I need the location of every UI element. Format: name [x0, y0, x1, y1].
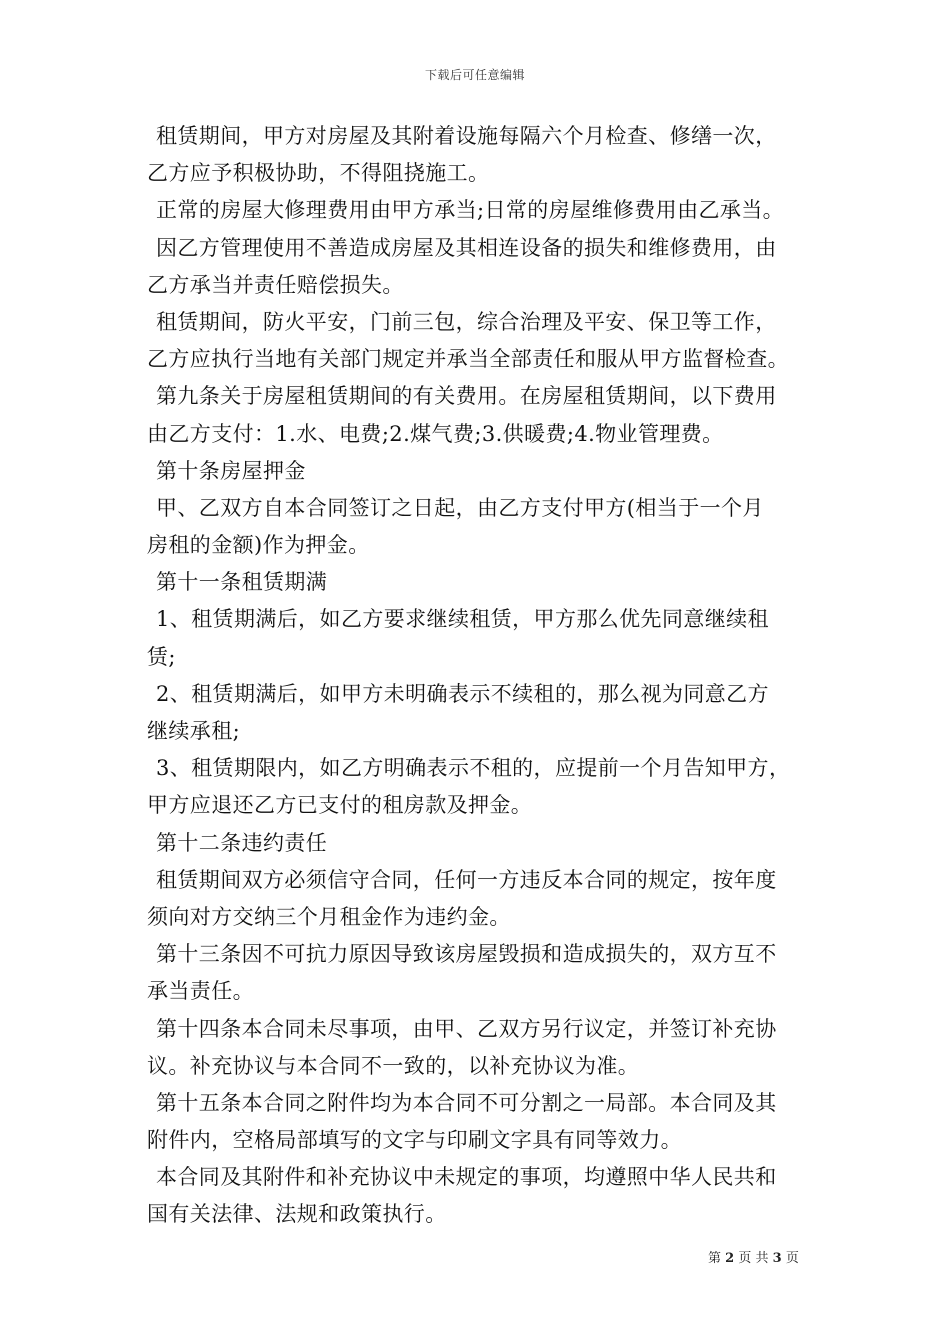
body-text: [147, 118, 812, 1234]
text-line: 继续承租;: [147, 719, 241, 743]
section-heading: 第十一条租赁期满: [156, 570, 328, 595]
text-line: 国有关法律、法规和政策执行。: [147, 1202, 447, 1227]
text-line: 1、租赁期满后，如乙方要求继续租赁，甲方那么优先同意继续租: [156, 607, 769, 632]
text-line: 租赁期间，甲方对房屋及其附着设施每隔六个月检查、修缮一次，: [156, 124, 777, 148]
text-line: 正常的房屋大修理费用由甲方承当;日常的房屋维修费用由乙承当。: [156, 198, 785, 223]
text-line: 乙方承当并责任赔偿损失。: [147, 272, 404, 297]
text-line: 赁;: [147, 644, 176, 669]
text-line: 本合同及其附件和补充协议中未规定的事项，均遵照中华人民共和: [156, 1165, 777, 1190]
text-line: 第十三条因不可抗力原因导致该房屋毁损和造成损失的，双方互不: [156, 942, 777, 967]
section-heading: 第十条房屋押金: [156, 458, 306, 483]
text-line: 议。补充协议与本合同不一致的，以补充协议为准。: [147, 1053, 640, 1078]
text-line: 第九条关于房屋租赁期间的有关费用。在房屋租赁期间，以下费用: [156, 384, 777, 409]
text-line: 因乙方管理使用不善造成房屋及其相连设备的损失和维修费用，由: [156, 235, 777, 260]
footer-suffix: 页: [785, 1251, 799, 1266]
text-line: 第十四条本合同未尽事项，由甲、乙双方另行议定，并签订补充协: [156, 1016, 777, 1041]
text-line: 租赁期间，防火平安，门前三包，综合治理及平安、保卫等工作，: [156, 309, 777, 334]
total-pages-number: 3: [772, 1251, 782, 1266]
footer-prefix: 第: [708, 1251, 722, 1266]
text-line: 3、租赁期限内，如乙方明确表示不租的，应提前一个月告知甲方，: [156, 756, 791, 781]
section-heading: 第十二条违约责任: [156, 830, 328, 855]
text-line: 须向对方交纳三个月租金作为违约金。: [147, 904, 511, 929]
text-line: 第十五条本合同之附件均为本合同不可分割之一局部。本合同及其: [156, 1090, 777, 1115]
text-line: 房租的金额)作为押金。: [147, 533, 370, 558]
text-line: 甲、乙双方自本合同签订之日起，由乙方支付甲方(相当于一个月: [156, 495, 764, 520]
page-number-footer: [708, 1247, 799, 1266]
text-line: 乙方应予积极协助，不得阻挠施工。: [147, 161, 490, 186]
text-line: 承当责任。: [147, 979, 254, 1004]
page-header: 下载后可任意编辑: [424, 68, 525, 82]
text-line: 由乙方支付：1.水、电费;2.煤气费;3.供暖费;4.物业管理费。: [147, 421, 724, 446]
text-line: 甲方应退还乙方已支付的租房款及押金。: [147, 793, 533, 818]
text-line: 乙方应执行当地有关部门规定并承当全部责任和服从甲方监督检查。: [147, 347, 789, 372]
footer-middle: 页 共: [738, 1251, 769, 1266]
text-line: 2、租赁期满后，如甲方未明确表示不续租的，那么视为同意乙方: [156, 681, 769, 706]
current-page-number: 2: [725, 1251, 735, 1266]
text-line: 租赁期间双方必须信守合同，任何一方违反本合同的规定，按年度: [156, 867, 777, 892]
text-line: 附件内，空格局部填写的文字与印刷文字具有同等效力。: [147, 1128, 682, 1153]
